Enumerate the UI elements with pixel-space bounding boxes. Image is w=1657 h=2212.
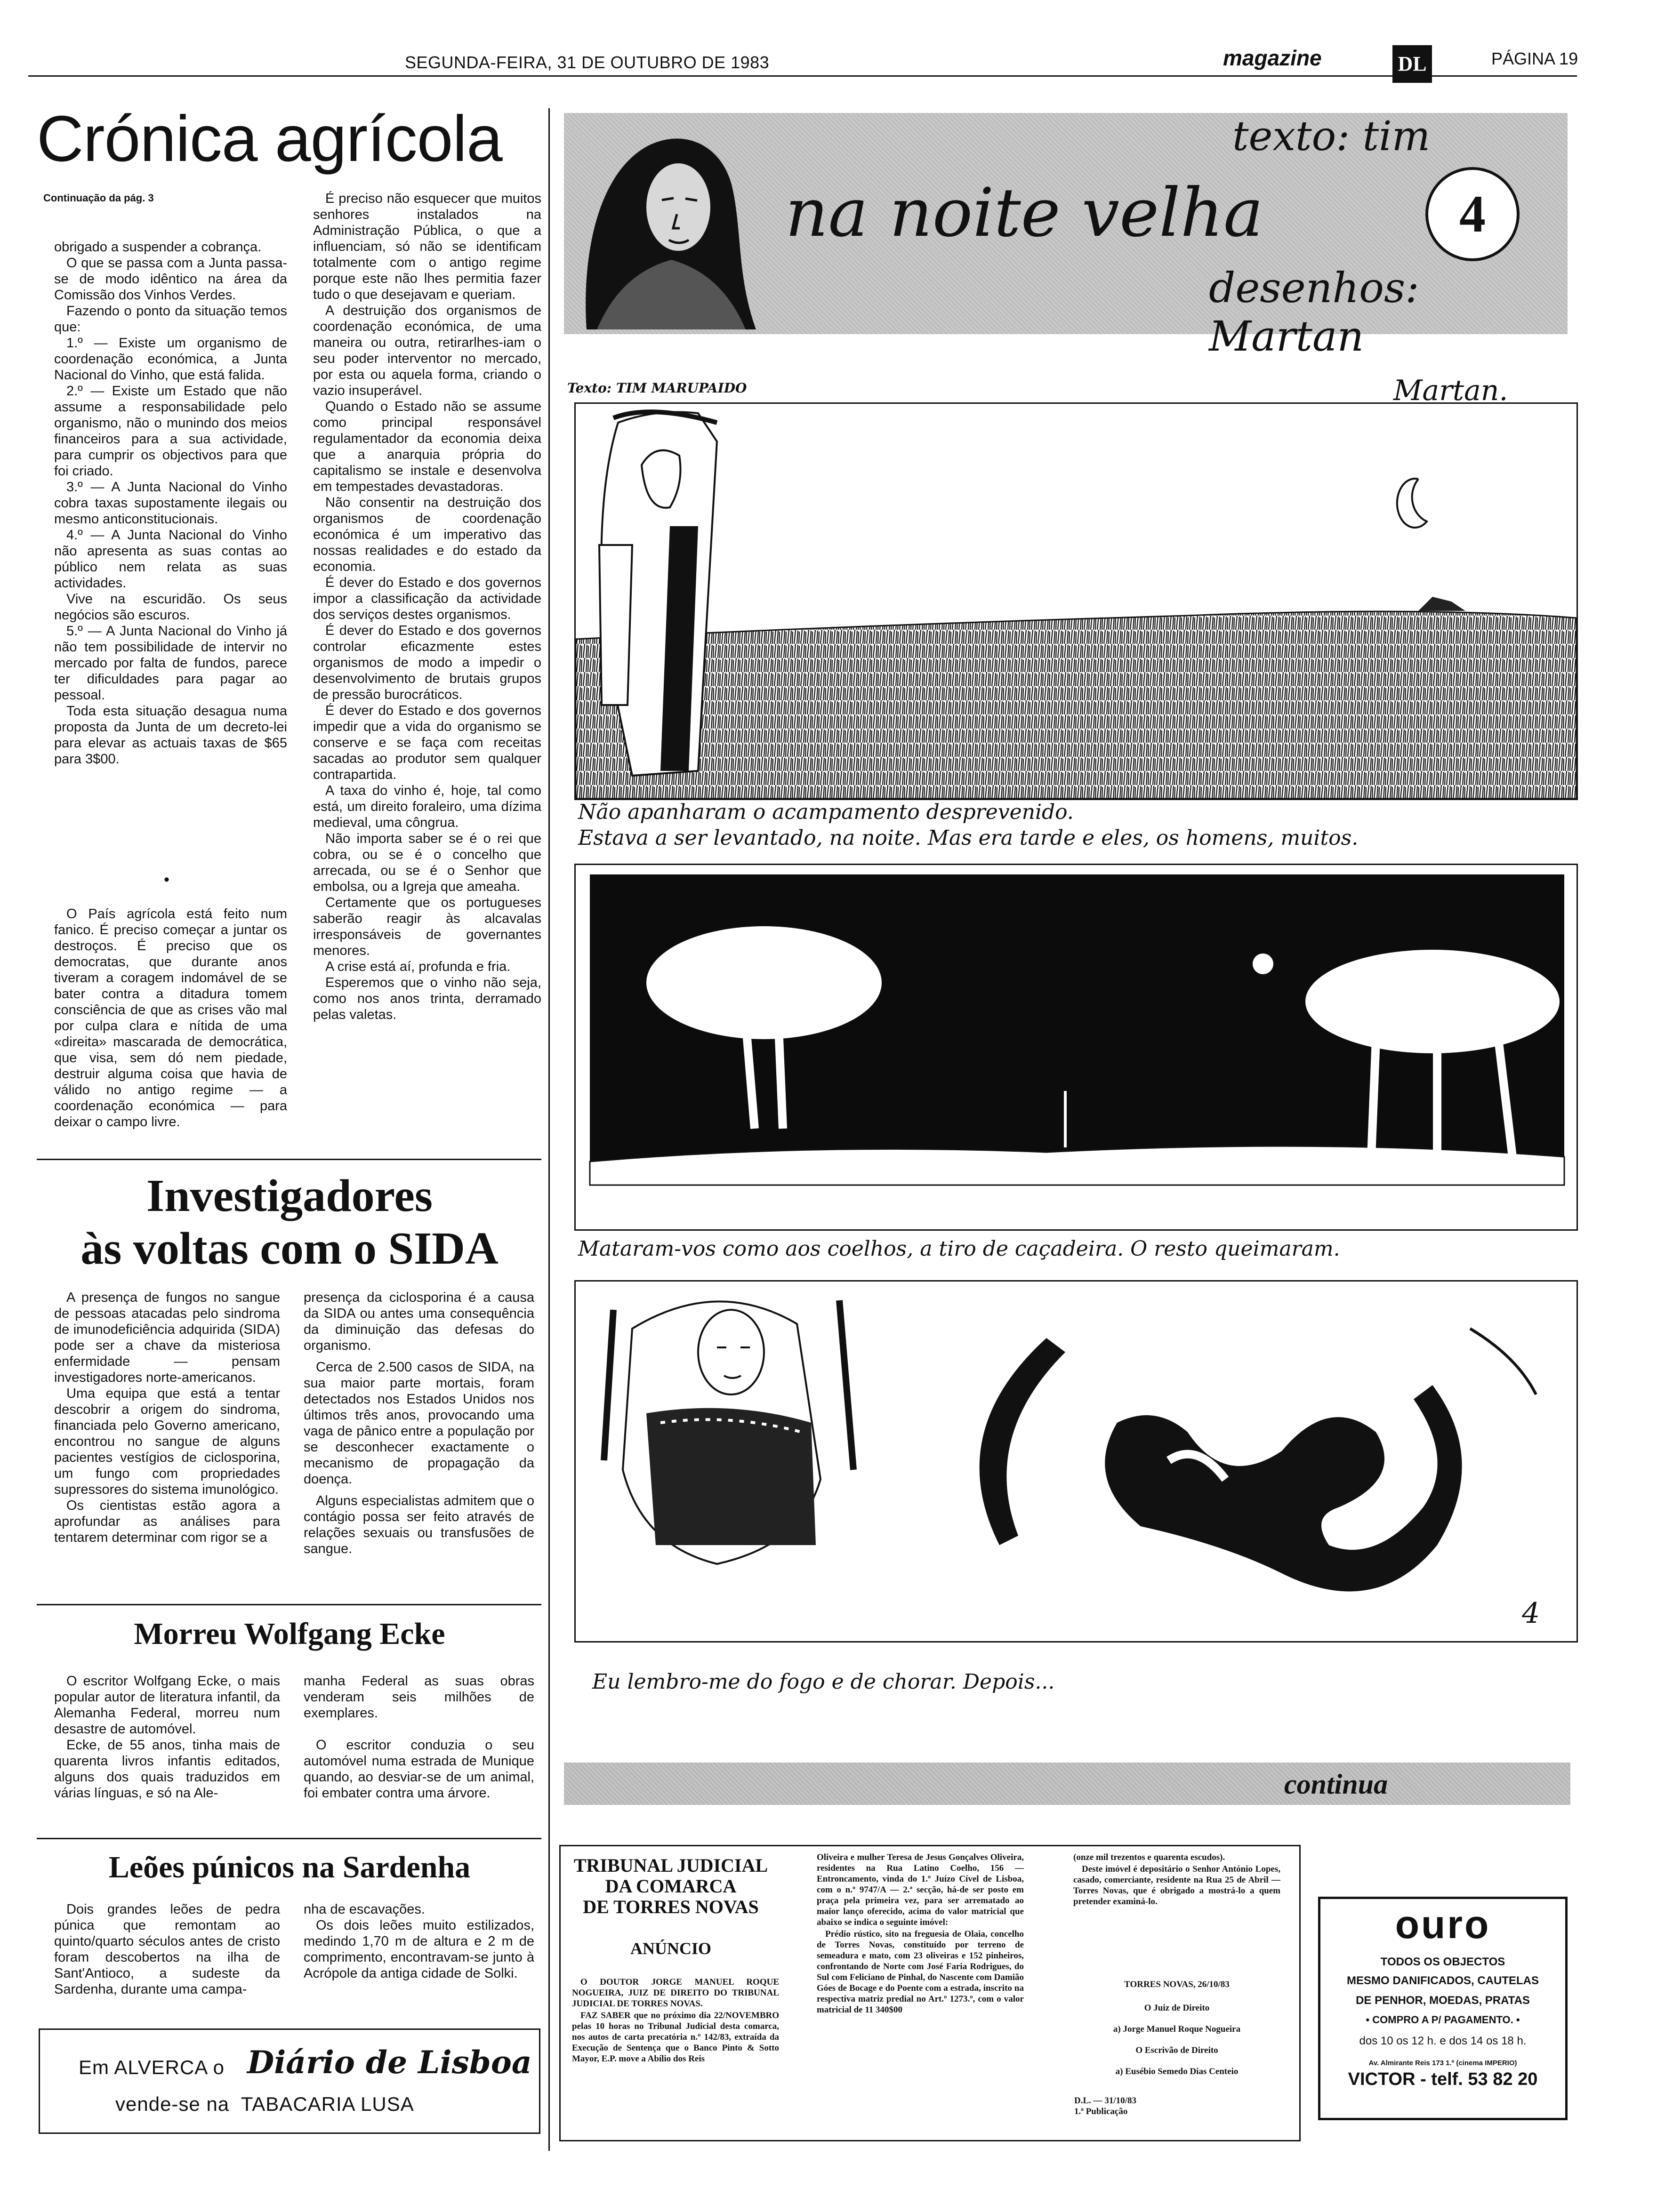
tribunal-clerk-label: O Escrivão de Direito	[1135, 2045, 1218, 2055]
alverca-ad-line-2: vende-se na TABACARIA LUSA	[115, 2093, 414, 2115]
paragraph: Certamente que os portugueses saberão reagir às alcavalas irresponsáveis de governantes menores.	[313, 895, 541, 958]
paragraph: Ecke, de 55 anos, tinha mais de quarenta livros infantis editados, alguns dos quais traduzidos em várias línguas, e só na Ale-	[54, 1738, 280, 1801]
tribunal-judge-label: O Juiz de Direito	[1144, 2003, 1210, 2013]
comic-panel-2	[574, 864, 1578, 1231]
paragraph: Os cientistas estão agora a aprofundar as análises para tentarem determinar com rigor se a	[54, 1498, 280, 1545]
comic-panel-1	[574, 402, 1578, 800]
cronica-column-1	[54, 239, 287, 767]
ouro-line-3: DE PENHOR, MOEDAS, PRATAS	[1356, 1994, 1530, 2007]
comic-text-credit: Texto: TIM MARUPAIDO	[567, 380, 747, 396]
header-rule	[28, 75, 1577, 77]
ouro-hours: dos 10 os 12 h. e dos 14 os 18 h.	[1359, 2035, 1527, 2047]
ecke-title: Morreu Wolfgang Ecke	[134, 1617, 445, 1651]
ecke-column-1	[54, 1673, 280, 1801]
paragraph: Alguns especialistas admitem que o contágio possa ser feito através de relações sexuais ou transfusões de sangue.	[304, 1493, 534, 1556]
banner-text-credit: texto: tim	[1232, 113, 1431, 160]
ouro-address: Av. Almirante Reis 173 1.º (cinema IMPERIO)	[1368, 2059, 1517, 2067]
paragraph: 5.º — A Junta Nacional do Vinho já não tem possibilidade de intervir no mercado por falta de fundos, parece ter dificuldades para pagar ao pessoal.	[54, 624, 287, 703]
banner-title: na noite velha	[785, 174, 1263, 252]
sida-column-2	[304, 1290, 534, 1557]
panel-1-caption-line-1: Não apanharam o acampamento desprevenido.	[578, 800, 1074, 824]
ouro-line-2: MESMO DANIFICADOS, CAUTELAS	[1347, 1974, 1539, 1987]
header-section: magazine	[1223, 46, 1322, 70]
diario-de-lisboa-logo: Diário de Lisboa	[247, 2044, 532, 2081]
tribunal-publication: 1.ª Publicação	[1074, 2107, 1128, 2116]
ouro-name-phone: VICTOR - telf. 53 82 20	[1348, 2069, 1538, 2089]
section-rule	[37, 1838, 541, 1839]
paragraph: nha de escavações.	[304, 1902, 425, 1917]
paragraph: O escritor conduzia o seu automóvel numa estrada de Munique quando, ao desviar-se de um animal, foi embater contra uma árvore.	[304, 1738, 534, 1801]
camp-field-illustration	[576, 404, 1577, 799]
paragraph: Quando o Estado não se assume como principal responsável regulamentador da economia deixa que a anarquia própria do capitalismo se instale e desenvolva em tempestades devastadoras.	[313, 399, 541, 494]
tribunal-column-3	[1073, 1852, 1280, 1908]
header-page: PÁGINA 19	[1491, 49, 1578, 68]
ouro-line-4: • COMPRO A P/ PAGAMENTO. •	[1366, 2014, 1520, 2026]
leoes-title: Leões púnicos na Sardenha	[108, 1850, 471, 1884]
tribunal-title-line-1: TRIBUNAL JUDICIAL	[573, 1855, 768, 1876]
cronica-column-2	[313, 191, 541, 1023]
paragraph: Esperemos que o vinho não seja, como nos anos trinta, derramado pelas valetas.	[313, 975, 541, 1022]
paragraph: É dever do Estado e dos governos controlar eficazmente estes organismos de modo a impedir o desenvolvimento de brutais grupos de pressão burocráticos.	[313, 623, 541, 702]
paragraph: 1.º — Existe um organismo de coordenação económica, a Junta Nacional do Vinho, que está falida.	[54, 336, 287, 383]
tribunal-legal-ref: D.L. — 31/10/83	[1074, 2096, 1136, 2106]
sida-title-line-1: Investigadores	[146, 1170, 433, 1221]
dl-logo-letters: DL	[1398, 52, 1427, 75]
tribunal-place-date: TORRES NOVAS, 26/10/83	[1124, 1980, 1230, 1989]
woman-portrait-icon	[568, 118, 770, 329]
paragraph: FAZ SABER que no próximo dia 22/NOVEMBRO pelas 10 horas no Tribunal Judicial desta comarca, nos autos de carta precatória n.º 142/83, extraída da Execução de Sentença que o Banco Pinto & Sotto Mayor, E.P. move a Abílio dos Reis	[572, 2011, 779, 2064]
column-divider	[548, 108, 550, 2151]
paragraph: Dois grandes leões de pedra púnica que remontam ao quinto/quarto séculos antes de cristo foram descobertos na ilha de Sant'Antioco, a sudeste da Sardenha, durante uma campa-	[54, 1902, 280, 1997]
tribunal-clerk-name: a) Eusébio Semedo Dias Centeio	[1115, 2067, 1239, 2076]
paragraph: Não importa saber se é o rei que cobra, ou se é o concelho que arrecada, ou se é o Senhor que embolsa, ou a Igreja que ameaha.	[313, 831, 541, 894]
paragraph: O DOUTOR JORGE MANUEL ROQUE NOGUEIRA, JUIZ DE DIREITO DO TRIBUNAL JUDICIAL DE TORRES NOVAS.	[572, 1977, 779, 2009]
tribunal-judge-name: a) Jorge Manuel Roque Nogueira	[1113, 2024, 1241, 2034]
night-forest-illustration	[576, 865, 1577, 1229]
comic-panel-3	[574, 1280, 1578, 1643]
paragraph: obrigado a suspender a cobrança.	[54, 240, 262, 255]
paragraph: Oliveira e mulher Teresa de Jesus Gonçalves Oliveira, residentes na Rua Latino Coelho, 156 — Entroncamento, vinda do 1.º Juízo Cível de Lisboa, com o n.º 9747/A — 2.ª secção, há-de ser posto em praça pela primeira vez, para ser arrematado ao maior lanço oferecido, acima do valor matricial que abaixo se indica o seguinte imóvel:	[817, 1852, 1024, 1927]
continua-bar	[564, 1763, 1570, 1805]
sida-title-line-2: às voltas com o SIDA	[80, 1223, 499, 1274]
cronica-column-1b	[54, 906, 287, 1130]
paragraph: manha Federal as suas obras venderam seis milhões de exemplares.	[304, 1674, 534, 1721]
ouro-title: ouro	[1395, 1902, 1491, 1947]
continua-label: continua	[1284, 1769, 1388, 1800]
paragraph: (onze mil trezentos e quarenta escudos).	[1073, 1852, 1225, 1862]
paragraph: Deste imóvel é depositário o Senhor António Lopes, casado, comerciante, residente na Rua 25 de Abril — Torres Novas, que é obrigado a mostrá-lo a quem pretender examiná-lo.	[1073, 1864, 1280, 1907]
paragraph: O escritor Wolfgang Ecke, o mais popular autor de literatura infantil, da Alemanha Federal, morreu num desastre de automóvel.	[54, 1674, 280, 1737]
leoes-column-2	[304, 1901, 534, 1981]
ouro-line-1: TODOS OS OBJECTOS	[1380, 1956, 1505, 1968]
header-date: SEGUNDA-FEIRA, 31 DE OUTUBRO DE 1983	[405, 53, 770, 72]
girl-fire-illustration	[576, 1282, 1577, 1641]
paragraph: Prédio rústico, sito na freguesia de Olaia, concelho de Torres Novas, constituído por terreno de semeadura e mato, com 23 oliveiras e 152 pinheiros, confrontando de Norte com José Faria Rodrigues, do Sul com Feliciano de Pinhal, do Nascente com Damião Góes de Bocage e do Poente com a estrada, inscrito na respectiva matriz predial no Art.º 1273.º, com o valor matricial de 11 340$00	[817, 1929, 1024, 2015]
tribunal-subtitle: ANÚNCIO	[630, 1939, 711, 1958]
paragraph: A crise está aí, profunda e fria.	[325, 959, 511, 974]
paragraph: Vive na escuridão. Os seus negócios são escuros.	[54, 592, 287, 623]
panel-3-number: 4	[1522, 1597, 1540, 1630]
tribunal-title-line-2: DA COMARCA	[605, 1875, 737, 1897]
paragraph: É dever do Estado e dos governos impedir que a vida do organismo se conserve e se faça com receitas sacadas ao produtor sem qualquer contrapartida.	[313, 703, 541, 782]
paragraph: A taxa do vinho é, hoje, tal como está, um direito foraleiro, uma dízima medieval, uma côngrua.	[313, 783, 541, 830]
paragraph: 2.º — Existe um Estado que não assume a responsabilidade pelo organismo, não o munindo dos meios financeiros para a sua actividade, para cumprir os objectivos para que foi criado.	[54, 384, 287, 479]
leoes-column-1	[54, 1901, 280, 1997]
panel-3-caption: Eu lembro-me do fogo e de chorar. Depois...	[592, 1670, 1055, 1694]
paragraph: O que se passa com a Junta passa-se de modo idêntico na área da Comissão dos Vinhos Verdes.	[54, 256, 287, 303]
ouro-ad	[1318, 1897, 1568, 2120]
section-rule	[37, 1604, 541, 1605]
episode-number: 4	[1459, 185, 1486, 243]
cronica-continuation: Continuação da pág. 3	[43, 192, 154, 204]
paragraph: Não consentir na destruição dos organismos de coordenação económica é um imperativo das nossas realidades e do estado da economia.	[313, 495, 541, 574]
comic-art-credit: Martan.	[1393, 374, 1508, 407]
banner-illustrator-credit: desenhos: Martan	[1209, 264, 1419, 361]
alverca-ad-line-1: Em ALVERCA o	[79, 2056, 225, 2078]
section-bullet: •	[164, 871, 169, 889]
paragraph: A destruição dos organismos de coordenação económica, de uma maneira ou outra, retirarlhes-iam o seu poder interventor no mercado, por esta ou aquela forma, criando o vazio insuperável.	[313, 303, 541, 398]
comic-banner	[564, 113, 1568, 361]
tribunal-column-2	[817, 1852, 1024, 2016]
paragraph: A presença de fungos no sangue de pessoas atacadas pelo sindroma de imunodeficiência adquirida (SIDA) pode ser a chave da misteriosa enfermidade — pensam investigadores norte-americanos.	[54, 1290, 280, 1385]
paragraph: presença da ciclosporina é a causa da SIDA ou antes uma consequência da diminuição das defesas do organismo.	[304, 1290, 534, 1353]
tribunal-column-1	[572, 1977, 779, 2065]
paragraph: 4.º — A Junta Nacional do Vinho não apresenta as suas contas ao público nem relata as suas actividades.	[54, 528, 287, 591]
alverca-ad	[39, 2028, 540, 2134]
paragraph: Toda esta situação desagua numa proposta da Junta de um decreto-lei para elevar as actuais taxas de $65 para 3$00.	[54, 704, 287, 767]
paragraph: É dever do Estado e dos governos impor a classificação da actividade dos serviços destes organismos.	[313, 575, 541, 622]
panel-1-caption-line-2: Estava a ser levantado, na noite. Mas era tarde e eles, os homens, muitos.	[578, 826, 1359, 850]
paragraph: O País agrícola está feito num fanico. É preciso começar a juntar os destroços. É preciso que os democratas, que durante anos tiveram a coragem indomável de se bater contra a ditadura tomem consciência de que as crises vão mal por culpa clara e nítida de uma «direita» mascarada de democrática, que visa, sem dó nem piedade, destruir alguma coisa que havia de válido no antigo regime — a coordenação económica — para deixar o campo livre.	[54, 906, 287, 1130]
paragraph: É preciso não esquecer que muitos senhores instalados na Administração Pública, o que a influenciam, só não se identificam totalmente com o antigo regime porque este não lhes permitia fazer tudo o que desejavam e queriam.	[313, 191, 541, 302]
episode-number-badge	[1425, 167, 1520, 261]
section-rule	[37, 1159, 541, 1160]
sida-column-1	[54, 1290, 280, 1546]
panel-2-caption: Mataram-vos como aos coelhos, a tiro de caçadeira. O resto queimaram.	[578, 1237, 1340, 1261]
paragraph: Fazendo o ponto da situação temos que:	[54, 304, 287, 335]
dl-logo	[1392, 45, 1432, 83]
ecke-column-2	[304, 1673, 534, 1801]
cronica-title: Crónica agrícola	[37, 103, 502, 175]
paragraph: Uma equipa que está a tentar descobrir a origem do sindroma, financiada pelo Governo americano, encontrou no sangue de alguns pacientes vestígios de ciclosporina, um fungo com propriedades supressores do sistema imunológico.	[54, 1386, 280, 1497]
paragraph: 3.º — A Junta Nacional do Vinho cobra taxas supostamente ilegais ou mesmo anticonstitucionais.	[54, 480, 287, 527]
paragraph: Os dois leões muito estilizados, medindo 1,70 m de altura e 2 m de comprimento, encontravam-se junto à Acrópole da antiga cidade de Solki.	[304, 1918, 534, 1981]
paragraph: Cerca de 2.500 casos de SIDA, na sua maior parte mortais, foram detectados nos Estados Unidos nos últimos três anos, provocando uma vaga de pânico entre a população por se desconhecer exactamente o mecanismo de propagação da doença.	[304, 1360, 534, 1487]
tribunal-title-line-3: DE TORRES NOVAS	[583, 1896, 759, 1917]
